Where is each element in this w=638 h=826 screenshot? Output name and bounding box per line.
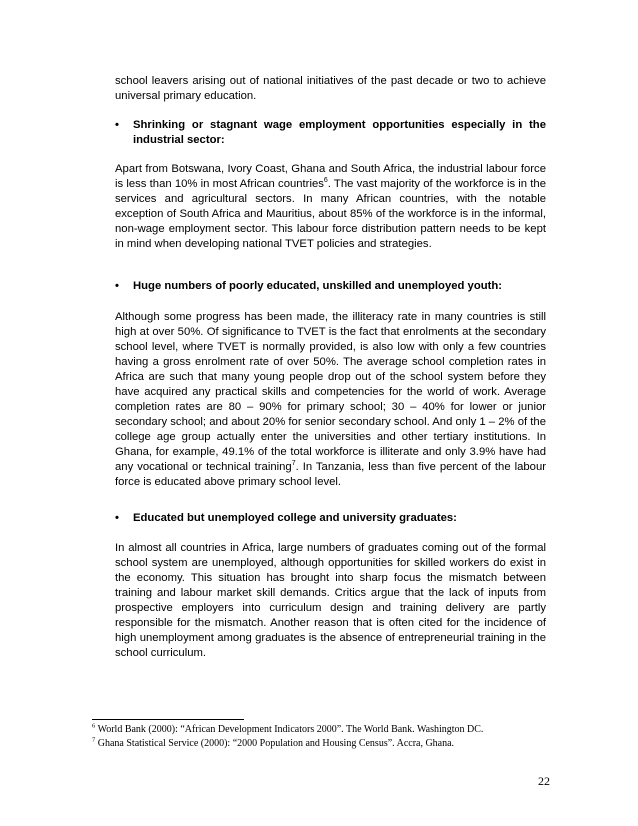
page-number: 22 [538,774,550,788]
section-body-3: In almost all countries in Africa, large numbers of graduates coming out of the formal school system are unemployed, although opportunities for skilled workers do exist in the economy. This situation has brought into sharp focus the mismatch between training and labour market skill demands. Critics argue that the lack of inputs from prospective employers into curriculum design and training delivery are partly responsible for the mismatch. Another reason that is often cited for the incidence of high unemployment among graduates is the absence of entrepreneurial training in the school curriculum. [115,542,546,659]
footnote-text: World Bank (2000): “African Development Indicators 2000”. The World Bank. Washington DC. [97,724,484,735]
footnote-ref-6: 6 [323,177,328,185]
footnote-number: 6 [92,722,96,730]
section-heading-text: Huge numbers of poorly educated, unskilled and unemployed youth: [133,280,503,292]
footnote-text: Ghana Statistical Service (2000): “2000 Population and Housing Census”. Accra, Ghana. [97,738,455,749]
section-body-text: . The vast majority of the workforce is in the services and agricultural sectors. In many African countries, with the notable exception of South Africa and Mauritius, about 85% of the workforce is in the informal, non-wage employment sector. This labour force distribution pattern needs to be kept in mind when developing national TVET policies and strategies. [115,178,546,250]
section-heading-3 [115,511,546,526]
section-body-1 [115,162,546,252]
section-body-text: Apart from Botswana, Ivory Coast, Ghana and South Africa, the industrial labour force is less than 10% in most African countries [115,163,546,190]
section-body-text: . In Tanzania, less than five percent of the labour force is educated above primary school level. [115,461,546,488]
section-heading-text: Educated but unemployed college and university graduates: [133,512,457,524]
bullet-icon: • [115,119,119,131]
section-heading-text: Shrinking or stagnant wage employment opportunities especially in the industrial sector: [133,119,546,146]
footnote-6 [92,724,552,736]
section-body-2 [115,310,546,490]
section-body-text: Although some progress has been made, the illiteracy rate in many countries is still high at over 50%. Of significance to TVET is the fact that enrolments at the secondary school level, where TVET is normally provided, is also low with only a few countries having a gross enrolment rate of over 50%. The average school completion rates in Africa are such that many young people drop out of the school system before they have acquired any practical skills and competencies for the world of work. Average completion rates are 80 – 90% for primary school; 30 – 40% for lower or junior secondary school; and about 20% for senior secondary school. And only 1 – 2% of the college age group actually enter the universities and other tertiary institutions. In Ghana, for example, 49.1% of the total workforce is illiterate and only 3.9% have had any vocational or technical training [115,311,546,473]
intro-paragraph: school leavers arising out of national initiatives of the past decade or two to achieve universal primary education. [115,75,546,102]
footnote-7 [92,738,552,750]
bullet-icon: • [115,280,119,292]
footnote-divider [92,719,244,720]
section-heading-2 [115,279,546,294]
footnote-number: 7 [92,736,96,744]
footnote-ref-7: 7 [291,460,296,468]
section-heading-1 [115,118,546,148]
bullet-icon: • [115,512,119,524]
